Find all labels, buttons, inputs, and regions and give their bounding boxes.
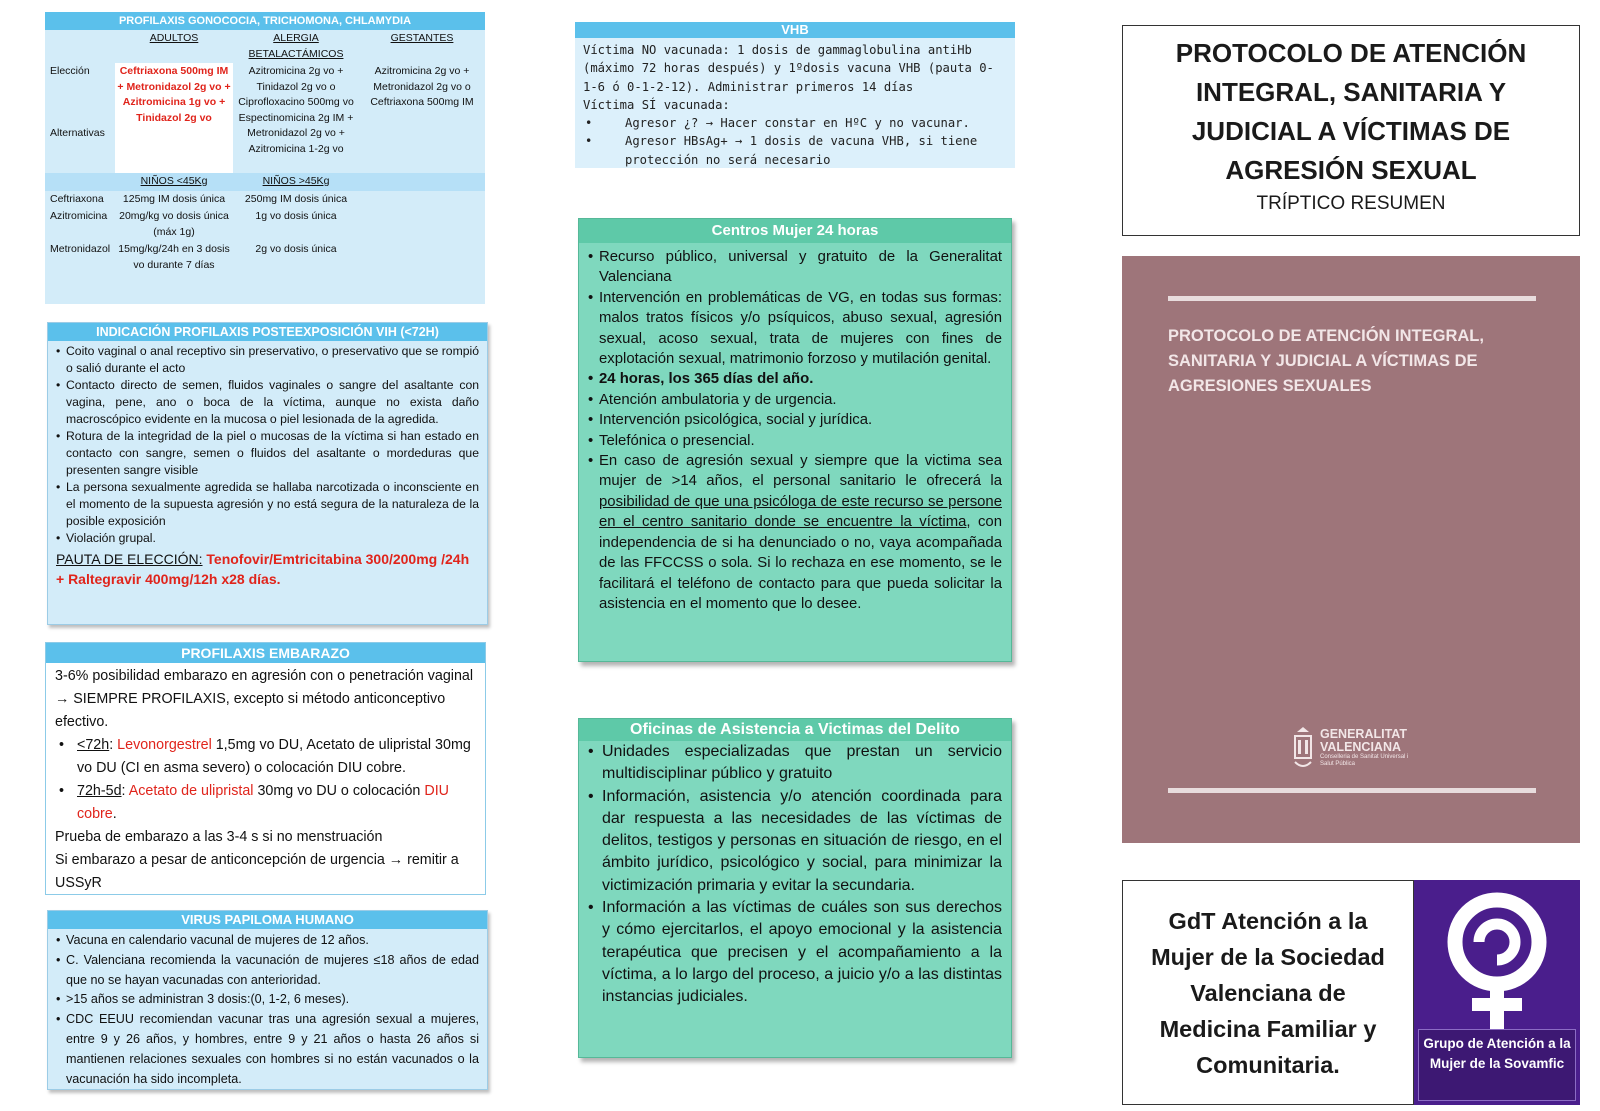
col-alergia: ALERGIA BETALACTÁMICOS xyxy=(248,32,344,60)
vhb-panel xyxy=(575,22,1015,168)
ninos-drug: Azitromicina xyxy=(50,210,108,222)
embarazo-header: PROFILAXIS EMBARAZO xyxy=(46,643,485,663)
oficinas-list xyxy=(579,741,1011,1009)
vhb-si-vacunada: Víctima SÍ vacunada: xyxy=(583,97,730,112)
gonococcia-col-header-row xyxy=(45,30,485,63)
list-item: • CDC EEUU recomiendan vacunar tras una agresión sexual a mujeres, entre 9 y 26 años, y hombres, entre 9 y 21 años o hasta 26 años si mantienen relaciones sexuales con hombres si no están vacunados o la vacunación ha sido incompleta. xyxy=(56,1010,479,1089)
sovamfic-logo xyxy=(1414,880,1580,1105)
pauta-value: Tenofovir/Emtricitabina 300/200mg /24h + Raltegravir 400mg/12h x28 días. xyxy=(56,551,470,587)
list-item: • Intervención en problemáticas de VG, en todas sus formas: malos tratos físicos y/o psíquicos, abuso sexual, agresión sexual, acoso sexual, trata de mujeres con fines de explotación sexual, matrimonio forzoso y mutilación genital. xyxy=(588,288,1002,370)
list-item: • Rotura de la integridad de la piel o mucosas de la víctima si han estado en contacto con sangre, semen o fluidos del asaltante o mordeduras que presenten sangre visible xyxy=(56,428,479,479)
list-item: • Intervención psicológica, social y jurídica. xyxy=(588,410,1002,430)
gdt-text: GdT Atención a la Mujer de la Sociedad Valenciana de Medicina Familiar y Comunitaria. xyxy=(1151,907,1385,1078)
logo-name: GENERALITAT VALENCIANA xyxy=(1320,727,1408,754)
list-item: • 72h-5d: Acetato de ulipristal 30mg vo DU o colocación DIU cobre. xyxy=(55,780,476,826)
list-item: • Información a las víctimas de cuáles son sus derechos y cómo ejercitarlos, el apoyo emocional y la asistencia terapéutica que precisen y el acompañamiento a la víctima, a lo largo del proceso, a juicio y/o a las distintas instancias judiciales. xyxy=(588,897,1002,1008)
col-gestantes: GESTANTES xyxy=(390,32,454,44)
alergia-cell xyxy=(233,63,359,173)
gonococcia-panel xyxy=(45,12,485,304)
ninos-mayor: 1g vo dosis única xyxy=(255,210,337,222)
protocol-cover xyxy=(1122,256,1580,843)
ninos-row xyxy=(45,208,485,241)
female-symbol-icon xyxy=(1414,880,1580,1030)
alergia-eleccion: Azitromicina 2g vo + Tinidazol 2g vo o Ciprofloxacino 500mg vo xyxy=(238,65,354,108)
vhb-header: VHB xyxy=(575,22,1015,38)
vph-panel xyxy=(47,910,488,1090)
ninos-drug: Metronidazol xyxy=(50,243,111,255)
page-subtitle: TRÍPTICO RESUMEN xyxy=(1256,193,1446,214)
list-item: • >15 años se administran 3 dosis:(0, 1-2, 6 meses). xyxy=(56,990,479,1010)
vih-list xyxy=(48,341,487,547)
embarazo-prueba: Prueba de embarazo a las 3-4 s si no menstruación xyxy=(55,829,383,845)
ninos-header-row xyxy=(45,173,485,191)
centros-list xyxy=(579,243,1011,614)
page-title: PROTOCOLO DE ATENCIÓN INTEGRAL, SANITARIA Y JUDICIAL A VÍCTIMAS DE AGRESIÓN SEXUAL xyxy=(1175,38,1527,185)
vhb-no-vacunada: Víctima NO vacunada: 1 dosis de gammaglobulina antiHb (máximo 72 horas después) y 1ºdosis vacuna VHB (pauta 0-1-6 ó 0-1-2-12). Administrar primeros 14 días xyxy=(583,43,994,94)
ninos-menor-header: NIÑOS <45Kg xyxy=(115,173,233,191)
vih-pauta xyxy=(48,547,487,589)
ninos-row xyxy=(45,241,485,274)
list-item: • Contacto directo de semen, fluidos vaginales o sangre del asaltante con vagina, pene, ano o boca de la víctima, aunque no exista daño macroscópico evidente en la mucosa o piel lesionada de la agredida. xyxy=(56,377,479,428)
ninos-drug: Ceftriaxona xyxy=(50,192,104,205)
oficinas-panel xyxy=(578,718,1012,1058)
gonococcia-table xyxy=(45,30,485,274)
generalitat-emblem-icon xyxy=(1292,726,1314,770)
ninos-mayor-header: NIÑOS >45Kg xyxy=(233,173,359,191)
logo-caption: Grupo de Atención a la Mujer de la Sovamfic xyxy=(1418,1029,1576,1101)
ninos-mayor: 250mg IM dosis única xyxy=(244,192,348,205)
list-item: • Unidades especializadas que prestan un servicio multidisciplinar público y gratuito xyxy=(588,741,1002,786)
embarazo-remitir: Si embarazo a pesar de anticoncepción de urgencia → remitir a USSyR xyxy=(55,852,459,891)
row-eleccion-label: Elección Alternativas xyxy=(45,63,115,173)
centros-mujer-panel xyxy=(578,218,1012,662)
title-box xyxy=(1122,25,1580,236)
list-item: • Información, asistencia y/o atención coordinada para dar respuesta a las necesidades de las víctimas de delitos, testigos y personas en situación de riesgo, en el ámbito jurídico, psicológico y social, para minimizar la victimización primaria y evitar la secundaria. xyxy=(588,786,1002,897)
ninos-menor: 20mg/kg vo dosis única (máx 1g) xyxy=(119,210,229,238)
vih-header: INDICACIÓN PROFILAXIS POSTEEXPOSICIÓN VIH (<72H) xyxy=(48,323,487,341)
cover-title: PROTOCOLO DE ATENCIÓN INTEGRAL, SANITARIA Y JUDICIAL A VÍCTIMAS DE AGRESIONES SEXUALES xyxy=(1168,327,1484,395)
list-item: • C. Valenciana recomienda la vacunación de mujeres ≤18 años de edad que no se hayan vacunadas con anterioridad. xyxy=(56,951,479,991)
list-item: • La persona sexualmente agredida se hallaba narcotizada o inconsciente en el momento de la supuesta agresión y no está segura de la naturaleza de la posible exposición xyxy=(56,479,479,530)
col-adultos: ADULTOS xyxy=(149,32,199,44)
oficinas-header: Oficinas de Asistencia a Victimas del Delito xyxy=(579,719,1011,741)
gonococcia-header: PROFILAXIS GONOCOCIA, TRICHOMONA, CHLAMYDIA xyxy=(45,12,485,30)
list-item: • Telefónica o presencial. xyxy=(588,431,1002,451)
list-item: • Coito vaginal o anal receptivo sin preservativo, o preservativo que se rompió o salió durante el acto xyxy=(56,343,479,377)
list-item: • Atención ambulatoria y de urgencia. xyxy=(588,390,1002,410)
list-item: • Agresor HBsAg+ → 1 dosis de vacuna VHB, si tiene protección no será necesario xyxy=(583,132,1007,169)
gdt-box xyxy=(1122,880,1414,1105)
generalitat-logo xyxy=(1292,726,1420,770)
centros-header: Centros Mujer 24 horas xyxy=(579,219,1011,243)
list-item: • Vacuna en calendario vacunal de mujeres de 12 años. xyxy=(56,931,479,951)
embarazo-body xyxy=(46,663,485,897)
ninos-menor: 125mg IM dosis única xyxy=(122,192,226,205)
vhb-body xyxy=(575,38,1015,172)
ninos-mayor: 2g vo dosis única xyxy=(255,243,337,255)
embarazo-intro: 3-6% posibilidad embarazo en agresión con o penetración vaginal → SIEMPRE PROFILAXIS, excepto si método anticonceptivo efectivo. xyxy=(55,668,474,730)
cover-rule-top xyxy=(1168,296,1536,301)
row-alternativas-label: Alternativas xyxy=(50,126,105,139)
ninos-row xyxy=(45,191,485,209)
list-item: • 24 horas, los 365 días del año. xyxy=(588,369,1002,389)
vph-header: VIRUS PAPILOMA HUMANO xyxy=(48,911,487,929)
list-item: • <72h: Levonorgestrel 1,5mg vo DU, Acetato de ulipristal 30mg vo DU (CI en asma severo) o colocación DIU cobre. xyxy=(55,734,476,780)
list-item: • Violación grupal. xyxy=(56,530,479,547)
logo-sub: Conselleria de Sanitat Universal i Salut Pública xyxy=(1320,754,1409,767)
alergia-alternativas: Espectinomicina 2g IM + Metronidazol 2g vo + Azitromicina 1-2g vo xyxy=(238,111,354,155)
list-item: • Recurso público, universal y gratuito de la Generalitat Valenciana xyxy=(588,247,1002,288)
embarazo-panel xyxy=(45,642,486,895)
gestantes-eleccion: Azitromicina 2g vo + Metronidazol 2g vo o Ceftriaxona 500mg IM xyxy=(370,65,474,108)
gonococcia-eleccion-row xyxy=(45,63,485,173)
list-item: • En caso de agresión sexual y siempre que la victima sea mujer de >14 años, el personal sanitario le ofrecerá la posibilidad de que una psicóloga de este recurso se persone en el centro sanitario donde se encuentre la víctima, con independencia de si ha denunciado o no, vaya acompañada de las FFCCSS o sola. Si lo rechaza en ese momento, se le facilitará el teléfono de contacto para que pueda solicitar la asistencia en el momento que lo desee. xyxy=(588,451,1002,614)
pauta-label: PAUTA DE ELECCIÓN: xyxy=(56,551,203,567)
cover-rule-bottom xyxy=(1168,788,1536,793)
list-item: • Agresor ¿? → Hacer constar en HºC y no vacunar. xyxy=(583,114,1007,132)
adultos-eleccion: Ceftriaxona 500mg IM + Metronidazol 2g vo + Azitromicina 1g vo + Tinidazol 2g vo xyxy=(115,63,233,173)
vph-list xyxy=(48,929,487,1089)
ninos-menor: 15mg/kg/24h en 3 dosis vo durante 7 días xyxy=(118,243,230,271)
vih-panel xyxy=(47,322,488,625)
